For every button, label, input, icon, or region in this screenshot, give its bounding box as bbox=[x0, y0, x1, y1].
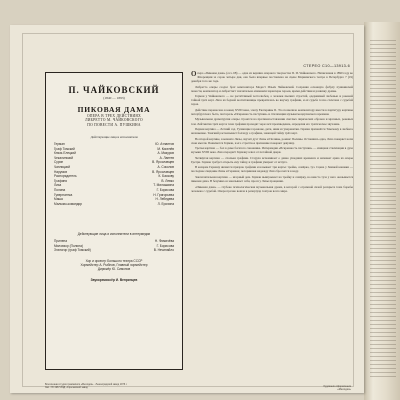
cast-list bbox=[54, 142, 174, 206]
role-name: Чаплицкий bbox=[54, 164, 71, 169]
role-name: Златогор (граф Томский) bbox=[54, 248, 91, 253]
performer-name: М. Киселёв bbox=[157, 146, 174, 151]
performer-name: Л. Ерохина bbox=[157, 201, 174, 206]
performer-name: Н. Фомичёва bbox=[154, 239, 174, 243]
role-name: Нарумов bbox=[54, 169, 68, 174]
cast-header: Действующие лица и исполнители bbox=[90, 135, 138, 139]
performer-name: К. Баскову bbox=[158, 174, 174, 179]
pressing-info bbox=[45, 383, 181, 389]
opera-title: ПИКОВАЯ ДАМА bbox=[77, 105, 151, 114]
role-name: Маша bbox=[54, 197, 63, 202]
credit-line: Хор и оркестр Большого театра СССР bbox=[85, 259, 143, 263]
performer-name: А. Мазуров bbox=[157, 151, 174, 156]
performer-name: В. Левко bbox=[161, 178, 174, 183]
label-line: «Мелодия» bbox=[337, 388, 351, 391]
liner-paragraph: Первая картина — Летний сад. Гуляющие горожане, дети, няни и гувернантки. Герман признаётся Томскому в любви к незнакомке. Томский рассказывает балладу о графине, знающей тайну трёх карт. bbox=[191, 127, 353, 136]
role-name: Мальчик-командир bbox=[54, 201, 83, 206]
performer-name: Г. Борисова bbox=[156, 243, 174, 248]
role-name: Герман bbox=[54, 142, 65, 146]
role-name: Распорядитель bbox=[54, 174, 77, 179]
role-name: Полина bbox=[54, 187, 66, 192]
liner-paragraph: «Пиковая дама» — глубоко психологическая музыкальная драма, в которой с огромной силой раскрыта тема борьбы человека с судьбой. Опера прочно вошла в репертуар театров всего мира. bbox=[191, 184, 353, 193]
cast-row bbox=[54, 248, 174, 253]
role-name: Князь Елецкий bbox=[54, 151, 76, 156]
cast-row bbox=[54, 202, 174, 207]
role-name: Гувернантка bbox=[54, 192, 73, 197]
liner-paragraph: Действие перенесено в конец XVIII века, эпоху Екатерины II. Это позволило композитору ввести в партитуру картины петербургского быта, пастораль «Искренность пастушки» и стилизации музыки моцартовского времени. bbox=[191, 107, 353, 116]
composer-years: (1840 — 1893) bbox=[103, 96, 125, 100]
composer-name: П. ЧАЙКОВСКИЙ bbox=[68, 85, 160, 95]
page-edge-stack bbox=[370, 40, 396, 380]
catalog-number: СТЕРЕО С10—13913-6 bbox=[303, 64, 350, 68]
performer-name: А. Соколов bbox=[157, 164, 174, 169]
role-name: Лиза bbox=[54, 183, 62, 188]
role-name: Граф Томский bbox=[54, 146, 75, 151]
performer-name: В. Нечипайло bbox=[153, 248, 174, 253]
liner-notes bbox=[191, 71, 353, 371]
interlude-cast-list bbox=[54, 239, 174, 253]
pressing-line: Всесоюзная студия грамзаписи «Мелодия» · Ленинградский завод 1976 г. bbox=[45, 383, 128, 386]
liner-paragraph: В казарме Герману является призрак графини и называет три карты: тройка, семёрка, туз. Сцена у Зимней канавки — последнее свидание Лизы и Германа; потерявшая надежду Лиза бросается в воду. bbox=[191, 165, 353, 174]
performer-name: Т. Милашкина bbox=[153, 183, 174, 188]
liner-paragraph: Заключительная картина — игорный дом. Герман выигрывает на тройку и семёрку, но вместо туза у него оказывается пиковая дама. В безумии он закалывает себя, прося у Лизы прощения. bbox=[191, 175, 353, 184]
role-name: Чекалинский bbox=[54, 155, 74, 160]
title-card bbox=[45, 72, 183, 370]
performer-name: Н. Григорьева bbox=[153, 192, 174, 197]
role-name: Миловзор (Полина) bbox=[54, 243, 83, 248]
role-name: Прилепа bbox=[54, 239, 67, 243]
liner-paragraph: Герман у Чайковского — не расчётливый честолюбец, а человек пылких страстей, одержимый любовью и роковой тайной трёх карт. Лиза из бедной воспитанницы превратилась во внучку графини, и её судьба тесно сплетена с судьбой героя. bbox=[191, 94, 353, 107]
liner-paragraph: Во второй картине, в комнате Лизы, звучит дуэт Лизы и Полины, романс Полины. Оставшись одна, Лиза поверяет ночи свои мысли. Появляется Герман, и его страстное признание покоряет девушку. bbox=[191, 136, 353, 145]
pressing-line: Зап. 7/II 1967 ИЗД. Апрелевский завод bbox=[45, 386, 88, 389]
performer-name: Ю. Атлантов bbox=[155, 142, 174, 146]
role-name: Сурин bbox=[54, 160, 64, 165]
liner-paragraph: Четвёртая картина — спальня графини. Старуха вспоминает о давно ушедших временах и напевает арию из оперы Гретри. Герман требует открыть ему тайну, и графиня умирает от испуга. bbox=[191, 155, 353, 164]
liner-paragraph: Опера «Пиковая дама» (соч. 68) — одна из вершин оперного творчества П. И. Чайковского. Написанная в 1890 году во Флоренции за сорок четыре дня, она была впервые поставлена на сцене Мариинского театра в Петербурге 7 (19) декабря того же года. bbox=[191, 71, 353, 84]
performer-name: В. Ярославцев bbox=[152, 160, 174, 165]
subtitle-line: ОПЕРА В ТРЕХ ДЕЙСТВИЯХ bbox=[86, 114, 141, 118]
credit-line: Дирижёр Ю. Симонов bbox=[97, 267, 131, 272]
interlude-header: Действующие лица и исполнители в интермедии bbox=[77, 232, 151, 236]
liner-paragraph: Музыкальная драматургия оперы строится на противопоставлении светлых лирических образов и мрачных, роковых тем. Лейтмотив трёх карт и тема графини проходят через всё произведение, определяя его трагическое звучание. bbox=[191, 117, 353, 126]
drop-cap: О bbox=[191, 71, 197, 78]
subtitle-line: ПО ПОВЕСТИ А. ПУШКИНА bbox=[87, 122, 141, 127]
credit-line: Хормейстер А. Рыбнов, Главный хормейстер bbox=[80, 263, 148, 268]
credits-block bbox=[46, 259, 182, 272]
performer-name: Н. Лебедева bbox=[155, 197, 174, 202]
performer-name: Г. Борисова bbox=[156, 187, 174, 192]
subtitle-line: ЛИБРЕТТО М. ЧАЙКОВСКОГО bbox=[85, 118, 143, 123]
role-name: Графиня bbox=[54, 178, 67, 183]
performer-name: А. Лаптев bbox=[159, 155, 174, 160]
performer-name: В. Ярославцев bbox=[152, 169, 174, 174]
sound-engineer: Звукорежиссёр И. Вепринцев bbox=[90, 278, 138, 282]
liner-paragraph: Либретто оперы создал брат композитора Модест Ильич Чайковский. Сохраняя основную фабулу пушкинской повести, композитор и либреттист значительно изменили характеры героев, время действия и развязку драмы. bbox=[191, 84, 353, 93]
label-credit bbox=[291, 385, 351, 391]
label-line: Художник оформления bbox=[323, 385, 351, 388]
opera-subtitle bbox=[46, 114, 182, 127]
liner-paragraph: Третья картина — бал в доме богатого сановника. Интермедия «Искренность пастушки» — изящная стилизация в духе музыки XVIII века. Лиза передаёт Герману ключ от потайной двери. bbox=[191, 146, 353, 155]
